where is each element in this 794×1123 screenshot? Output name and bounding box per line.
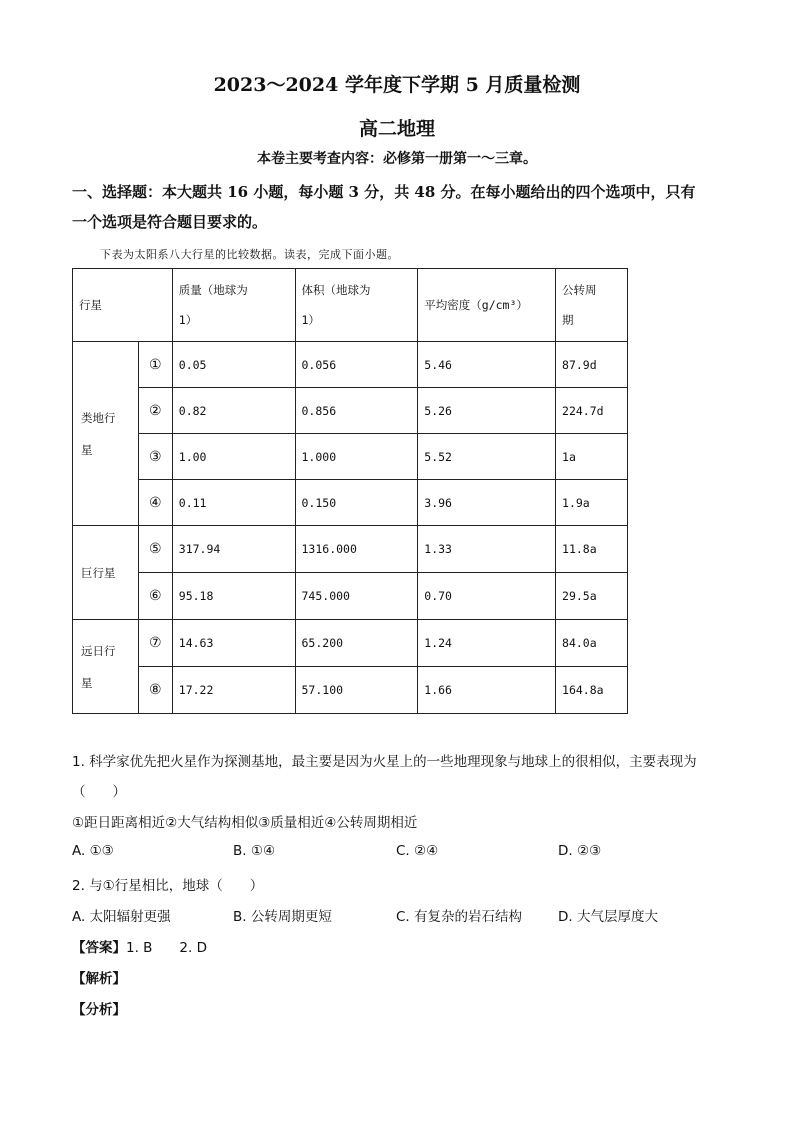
- mass-cell: 1.00: [172, 434, 295, 480]
- density-cell: 1.24: [418, 620, 556, 667]
- group-giant: 巨行星: [73, 526, 139, 620]
- table-row: [73, 526, 628, 573]
- planet-number: ⑤: [138, 526, 172, 573]
- mass-cell: 0.82: [172, 388, 295, 434]
- density-cell: 5.46: [418, 342, 556, 388]
- header-mass: 质量（地球为 1）: [172, 269, 295, 342]
- group-terrestrial: 类地行 星: [73, 342, 139, 526]
- planet-number: ④: [138, 480, 172, 526]
- volume-cell: 0.056: [295, 342, 418, 388]
- planet-number: ⑧: [138, 667, 172, 714]
- q2-option-b[interactable]: B. 公转周期更短: [233, 909, 332, 925]
- q1-option-d[interactable]: D. ②③: [558, 843, 602, 859]
- question-1-paren: （ ）: [72, 784, 126, 800]
- volume-cell: 1.000: [295, 434, 418, 480]
- period-cell: 87.9d: [556, 342, 628, 388]
- question-1-statements: ①距日距离相近②大气结构相似③质量相近④公转周期相近: [72, 815, 418, 831]
- table-row: [73, 434, 628, 480]
- question-1-stem: 1. 科学家优先把火星作为探测基地，最主要是因为火星上的一些地理现象与地球上的很相似，主要表现为: [72, 754, 697, 770]
- fenxi-label: 【分析】: [72, 1002, 126, 1018]
- table-intro: 下表为太阳系八大行星的比较数据。读表，完成下面小题。: [100, 248, 399, 261]
- density-cell: 5.52: [418, 434, 556, 480]
- header-volume: 体积（地球为 1）: [295, 269, 418, 342]
- period-cell: 1.9a: [556, 480, 628, 526]
- subject-title: 高二地理: [358, 118, 435, 140]
- header-density: 平均密度（g/cm³）: [418, 269, 556, 342]
- table-row: [73, 388, 628, 434]
- period-cell: 164.8a: [556, 667, 628, 714]
- density-cell: 5.26: [418, 388, 556, 434]
- group-far: 远日行 星: [73, 620, 139, 714]
- q1-option-b[interactable]: B. ①④: [233, 843, 276, 859]
- period-cell: 84.0a: [556, 620, 628, 667]
- table-row: [73, 342, 628, 388]
- header-period: 公转周 期: [556, 269, 628, 342]
- planet-number: ①: [138, 342, 172, 388]
- planet-comparison-table: [72, 268, 628, 714]
- header-planet: 行星: [73, 269, 173, 342]
- planet-number: ③: [138, 434, 172, 480]
- density-cell: 1.66: [418, 667, 556, 714]
- volume-cell: 0.150: [295, 480, 418, 526]
- answer-text: 1. B 2. D: [126, 940, 207, 956]
- analysis-label: 【解析】: [72, 971, 126, 987]
- table-row: [73, 573, 628, 620]
- exam-scope: 本卷主要考查内容：必修第一册第一～三章。: [257, 151, 537, 167]
- question-2-stem: 2. 与①行星相比，地球（ ）: [72, 878, 264, 894]
- density-cell: 3.96: [418, 480, 556, 526]
- answer-label: 【答案】: [72, 940, 126, 956]
- section-instructions-line2: 一个选项是符合题目要求的。: [72, 213, 268, 231]
- volume-cell: 65.200: [295, 620, 418, 667]
- volume-cell: 57.100: [295, 667, 418, 714]
- table-row: [73, 480, 628, 526]
- q1-option-a[interactable]: A. ①③: [72, 843, 114, 859]
- q2-option-c[interactable]: C. 有复杂的岩石结构: [396, 909, 523, 925]
- period-cell: 29.5a: [556, 573, 628, 620]
- mass-cell: 0.11: [172, 480, 295, 526]
- mass-cell: 317.94: [172, 526, 295, 573]
- density-cell: 0.70: [418, 573, 556, 620]
- period-cell: 1a: [556, 434, 628, 480]
- exam-title: 2023～2024 学年度下学期 5 月质量检测: [213, 74, 581, 96]
- mass-cell: 95.18: [172, 573, 295, 620]
- table-row: [73, 667, 628, 714]
- q2-option-d[interactable]: D. 大气层厚度大: [558, 909, 658, 925]
- mass-cell: 17.22: [172, 667, 295, 714]
- period-cell: 11.8a: [556, 526, 628, 573]
- q1-option-c[interactable]: C. ②④: [396, 843, 439, 859]
- section-instructions-line1: 一、选择题：本大题共 16 小题，每小题 3 分，共 48 分。在每小题给出的四个选项中，只有: [72, 183, 696, 201]
- mass-cell: 0.05: [172, 342, 295, 388]
- planet-number: ⑦: [138, 620, 172, 667]
- planet-number: ⑥: [138, 573, 172, 620]
- density-cell: 1.33: [418, 526, 556, 573]
- period-cell: 224.7d: [556, 388, 628, 434]
- table-header-row: [73, 269, 628, 342]
- table-row: [73, 620, 628, 667]
- planet-number: ②: [138, 388, 172, 434]
- answer-line: [72, 936, 207, 956]
- volume-cell: 0.856: [295, 388, 418, 434]
- mass-cell: 14.63: [172, 620, 295, 667]
- q2-option-a[interactable]: A. 太阳辐射更强: [72, 909, 171, 925]
- volume-cell: 1316.000: [295, 526, 418, 573]
- volume-cell: 745.000: [295, 573, 418, 620]
